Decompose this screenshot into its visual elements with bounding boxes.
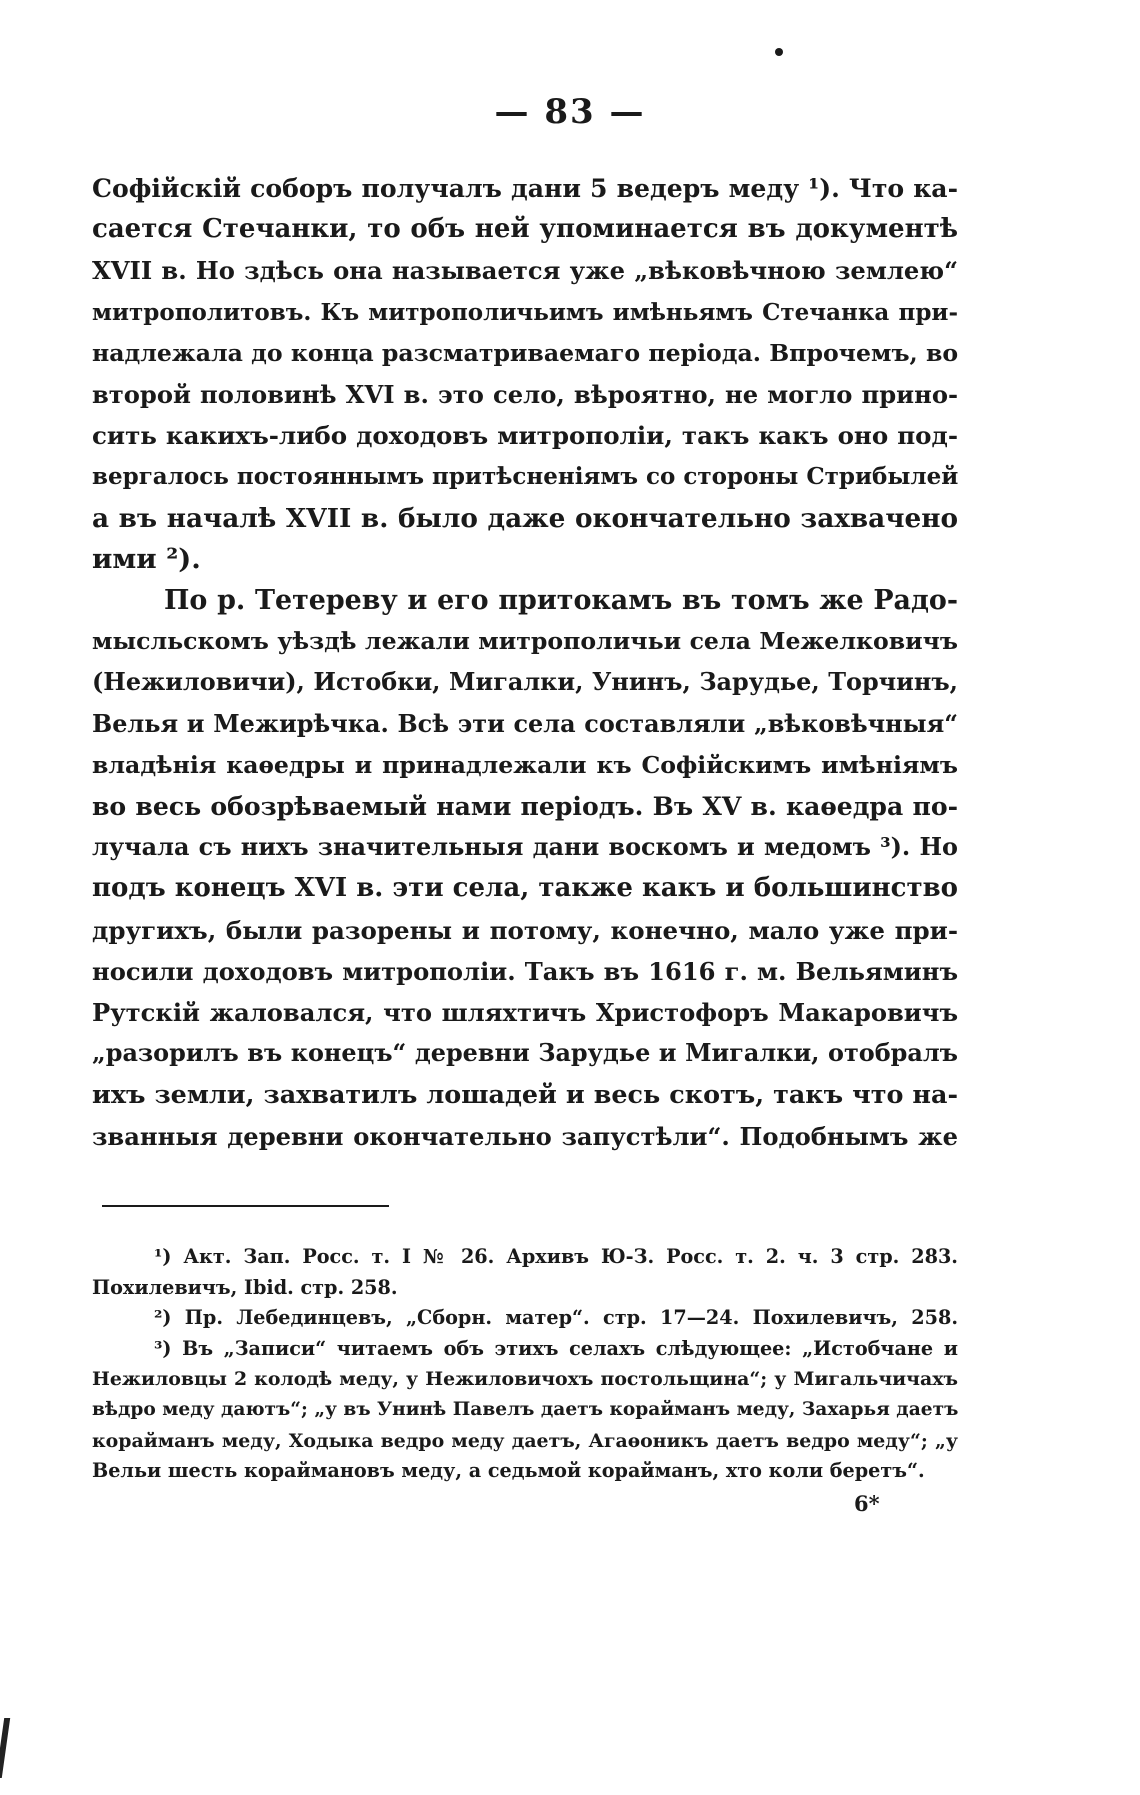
text-line: (Нежиловичи), Истобки, Мигалки, Унинъ, Зарудье, Торчинъ, — [92, 668, 958, 697]
text-line: ими ²). — [92, 542, 201, 575]
text-line: носили доходовъ митрополіи. Такъ въ 1616 г. м. Вельяминъ — [92, 956, 958, 986]
text-line: во весь обозрѣваемый нами періодъ. Въ XV в. каѳедра по- — [92, 791, 958, 822]
text-line: XVII в. Но здѣсь она называется уже „вѣковѣчною землею“ — [92, 256, 958, 286]
text-line: а въ началѣ XVII в. было даже окончательно захвачено — [92, 502, 958, 534]
footnote-line: Похилевичъ, Ibid. стр. 258. — [92, 1275, 398, 1299]
text-line: мысльскомъ уѣздѣ лежали митрополичьи села Межелковичъ — [92, 627, 958, 656]
footnote-line: Нежиловцы 2 колодѣ меду, у Нежиловичохъ постольщина“; у Мигальчичахъ — [92, 1368, 958, 1391]
text-line: Велья и Межирѣчка. Всѣ эти села составляли „вѣковѣчныя“ — [92, 709, 958, 738]
footnote-divider — [102, 1205, 389, 1207]
text-line: сить какихъ-либо доходовъ митрополіи, такъ какъ оно под- — [92, 421, 958, 451]
text-line: званныя деревни окончательно запустѣли“. Подобнымъ же — [92, 1121, 958, 1151]
footnote-line: ³) Въ „Записи“ читаемъ объ этихъ селахъ слѣдующее: „Истобчане и — [154, 1336, 958, 1360]
text-line: „разорилъ въ конецъ“ деревни Зарудье и Мигалки, отобралъ — [92, 1039, 958, 1068]
text-line: ихъ земли, захватилъ лошадей и весь скотъ, такъ что на- — [92, 1079, 958, 1110]
page-number: — 83 — — [494, 92, 646, 132]
footnote-line: корайманъ меду, Ходыка ведро меду даетъ, Агаѳоникъ даетъ ведро меду“; „у — [92, 1429, 958, 1452]
signature-mark: 6* — [854, 1491, 880, 1516]
text-line: Софійскій соборъ получалъ дани 5 ведеръ меду ¹). Что ка- — [92, 173, 958, 203]
text-line: сается Стечанки, то объ ней упоминается въ документѣ — [92, 214, 958, 245]
text-line: вергалось постояннымъ притѣсненіямъ со стороны Стрибылей — [92, 463, 959, 491]
page-edge-mark — [0, 1718, 10, 1778]
text-line: подъ конецъ XVI в. эти села, также какъ и большинство — [92, 873, 958, 904]
text-line: лучала съ нихъ значительныя дани воскомъ и медомъ ³). Но — [92, 833, 958, 862]
footnote-line: вѣдро меду даютъ“; „у въ Унинѣ Павелъ даетъ корайманъ меду, Захарья даетъ — [92, 1398, 959, 1420]
footnote-line: ¹) Акт. Зап. Росс. т. I № 26. Архивъ Ю-З. Росс. т. 2. ч. 3 стр. 283. — [154, 1245, 958, 1268]
footnote-line: Вельи шесть кораймановъ меду, а седьмой корайманъ, хто коли беретъ“. — [92, 1459, 925, 1483]
text-line: владѣнія каѳедры и принадлежали къ Софійскимъ имѣніямъ — [92, 750, 958, 779]
text-line: Рутскій жаловался, что шляхтичъ Христофоръ Макаровичъ — [92, 998, 958, 1028]
text-line: другихъ, были разорены и потому, конечно, мало уже при- — [92, 915, 958, 945]
main-text — [92, 168, 958, 1157]
footnote-line: ²) Пр. Лебединцевъ, „Сборн. матер“. стр. 17—24. Похилевичъ, 258. — [154, 1306, 958, 1330]
footnotes — [92, 1242, 958, 1487]
text-line: надлежала до конца разсматриваемаго періода. Впрочемъ, во — [92, 338, 959, 367]
text-line: По р. Тетереву и его притокамъ въ томъ же Радо- — [164, 585, 958, 617]
text-line: митрополитовъ. Къ митрополичьимъ имѣньямъ Стечанка при- — [92, 298, 958, 326]
ink-dot — [775, 48, 783, 56]
text-line: второй половинѣ XVI в. это село, вѣроятно, не могло прино- — [92, 380, 958, 410]
